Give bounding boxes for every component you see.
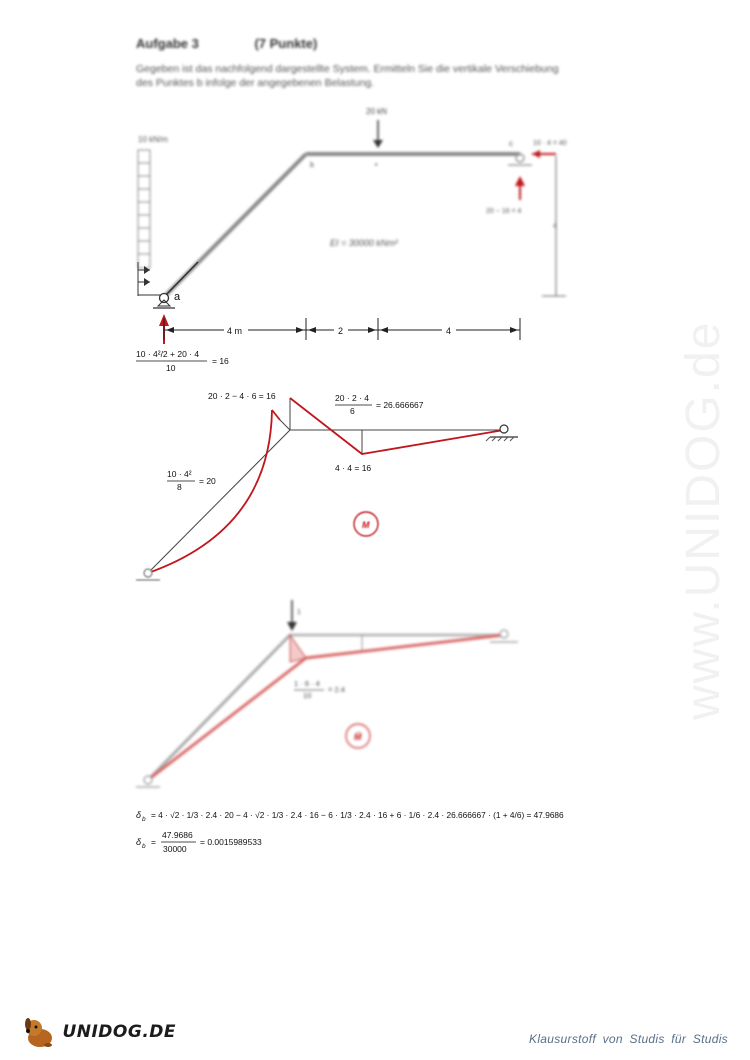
mid-moment-label xyxy=(335,393,424,416)
task-points: (7 Punkte) xyxy=(254,36,318,51)
logo-text: UNIDOG.DE xyxy=(62,1022,177,1043)
virtual-moment-badge xyxy=(346,724,370,748)
svg-text:10 · 4²/2 + 20 · 4: 10 · 4²/2 + 20 · 4 xyxy=(136,349,200,359)
svg-text:= 26.666667: = 26.666667 xyxy=(376,400,424,410)
svg-text:= 0.0015989533: = 0.0015989533 xyxy=(200,837,262,847)
vertical-reaction-label: 20 − 16 = 4 xyxy=(486,208,522,215)
parabola-moment-curve xyxy=(148,410,272,573)
svg-text:8: 8 xyxy=(177,482,182,492)
deflection-result xyxy=(136,830,262,854)
unit-load-arrow-icon xyxy=(287,622,297,631)
unit-load-label: 1 xyxy=(297,609,301,616)
svg-text:b: b xyxy=(142,816,146,823)
line-load xyxy=(138,150,150,268)
footer-logo[interactable] xyxy=(22,1016,176,1050)
result-equations xyxy=(0,800,750,860)
intro-line-2: des Punktes b infolge der angegebenen Belastung. xyxy=(136,77,375,89)
virtual-moment-label xyxy=(294,679,345,700)
node-c-label: c xyxy=(509,139,513,148)
moment-badge xyxy=(354,512,378,536)
svg-text:10 · 4²: 10 · 4² xyxy=(167,469,192,479)
point-load-label: 20 kN xyxy=(366,107,387,116)
svg-text:= 16: = 16 xyxy=(212,356,229,366)
svg-text:6: 6 xyxy=(350,406,355,416)
moment-baseline-inclined xyxy=(148,430,290,573)
line-load-label: 10 kN/m xyxy=(138,135,168,144)
svg-text:= 2.4: = 2.4 xyxy=(328,685,345,694)
system-diagram xyxy=(0,0,750,380)
corner-moment-label: 20 · 2 − 4 · 6 = 16 xyxy=(208,391,276,401)
horizontal-reaction-arrow-icon xyxy=(532,150,540,158)
watermark-text: www.UNIDOG.de xyxy=(677,320,730,720)
task-label: Aufgabe 3 xyxy=(136,36,199,51)
virtual-moment-line xyxy=(148,635,504,780)
vertical-reaction-arrow-icon xyxy=(515,176,525,186)
virtual-moment-diagram xyxy=(0,590,750,800)
vertical-dimension: 4 xyxy=(553,223,557,230)
dimension-1: 4 m xyxy=(227,326,243,336)
node-a-label: a xyxy=(174,291,181,303)
right-support-icon xyxy=(500,425,508,433)
svg-text:•: • xyxy=(375,162,378,169)
svg-text:b: b xyxy=(142,843,146,850)
svg-text:δ: δ xyxy=(136,810,142,820)
svg-text:10: 10 xyxy=(166,363,176,373)
dimension-2: 2 xyxy=(338,326,344,336)
moment-diagram xyxy=(0,380,750,590)
svg-text:1 · 6 · 4: 1 · 6 · 4 xyxy=(294,679,320,688)
bottom-moment-label: 4 · 4 = 16 xyxy=(335,463,372,473)
horizontal-dimensions xyxy=(164,318,520,340)
svg-text:= 20: = 20 xyxy=(199,476,216,486)
deflection-equation xyxy=(136,810,564,823)
svg-text:δ: δ xyxy=(136,837,142,847)
stiffness-label: EI = 30000 kNm² xyxy=(330,238,398,248)
dimension-3: 4 xyxy=(446,326,452,336)
svg-text:47.9686: 47.9686 xyxy=(162,830,193,840)
footer-slogan: Klausurstoff von Studis für Studis xyxy=(529,1032,728,1046)
dog-logo-icon xyxy=(22,1016,58,1050)
svg-text:M̄: M̄ xyxy=(354,732,362,742)
svg-text:30000: 30000 xyxy=(163,844,187,854)
svg-text:=: = xyxy=(151,837,156,847)
deflection-equation-rhs: = 4 · √2 · 1/3 · 2.4 · 20 − 4 · √2 · 1/3 · 2.4 · 16 − 6 · 1/3 · 2.4 · 16 + 6 · 1/6 · 2.4 · 26.666667 · (1 + 4/6) = 47.9686 xyxy=(151,810,564,820)
support-a-icon xyxy=(160,294,169,303)
svg-text:M: M xyxy=(362,520,370,530)
parabola-label xyxy=(167,469,216,492)
horizontal-reaction-label: 10 · 4 = 40 xyxy=(533,140,567,147)
node-b-label: b xyxy=(310,162,314,169)
point-load-arrow-icon xyxy=(373,140,383,148)
reaction-formula xyxy=(136,349,229,373)
svg-text:10: 10 xyxy=(303,691,312,700)
svg-text:20 · 2 · 4: 20 · 2 · 4 xyxy=(335,393,370,403)
intro-line-1: Gegeben ist das nachfolgend dargestellte System. Ermitteln Sie die vertikale Verschiebung xyxy=(136,63,559,75)
